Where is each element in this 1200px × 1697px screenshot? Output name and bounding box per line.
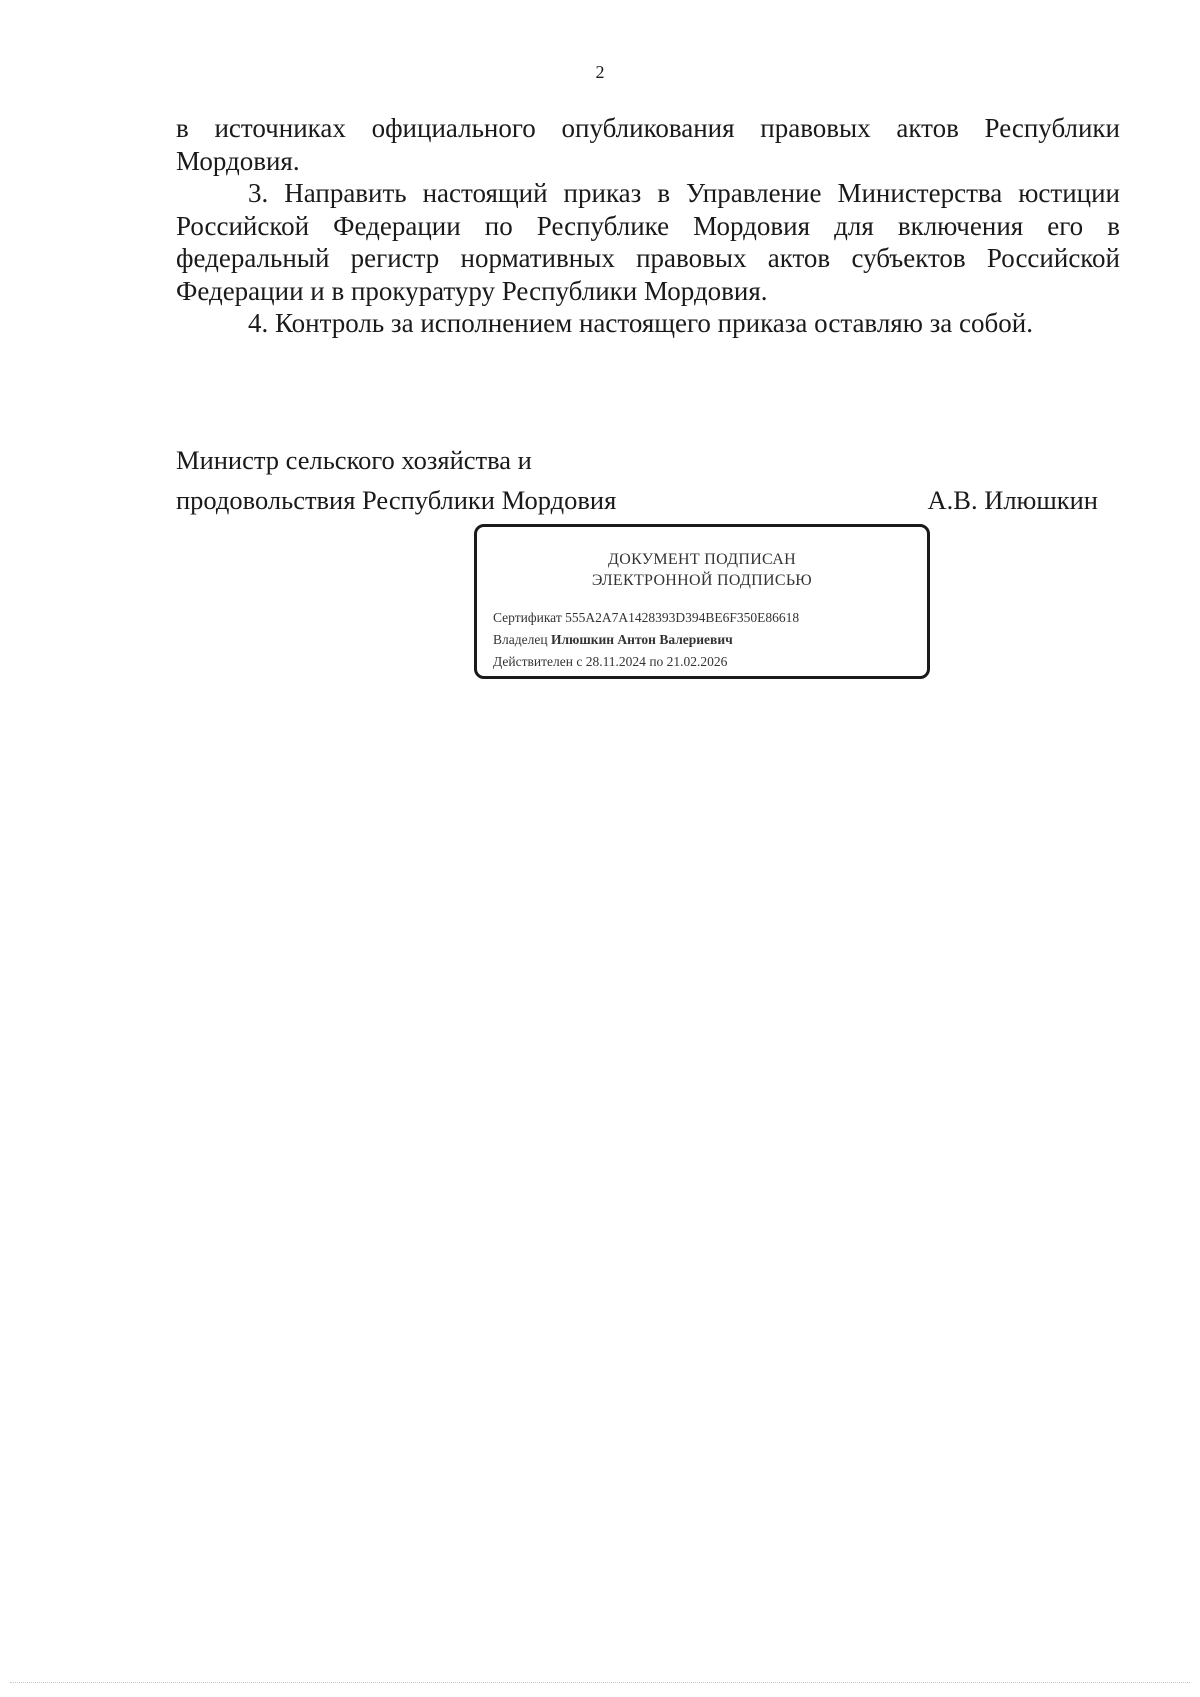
paragraph-continuation: в источниках официального опубликования правовых актов Республики Мордовия. (176, 113, 1120, 176)
document-body (176, 112, 1120, 340)
certificate-label: Сертификат (493, 610, 562, 625)
owner-label: Владелец (493, 632, 548, 647)
signatory-position-line2: продовольствия Республики Мордовия (176, 485, 617, 515)
validity-label: Действителен (493, 654, 573, 669)
validity-row (493, 651, 927, 673)
owner-value: Илюшкин Антон Валериевич (550, 632, 733, 647)
validity-to-date: 21.02.2026 (666, 654, 728, 669)
validity-from-date: 28.11.2024 (585, 654, 646, 669)
signature-row (176, 480, 1100, 520)
validity-to-word: по (649, 654, 664, 669)
page-number: 2 (595, 62, 605, 82)
owner-row (493, 629, 927, 651)
stamp-title-line2: ЭЛЕКТРОННОЙ ПОДПИСЬЮ (591, 572, 813, 589)
stamp-title (477, 549, 927, 591)
signature-block (176, 440, 1100, 520)
validity-from-word: с (576, 654, 583, 669)
stamp-details (493, 607, 927, 673)
scan-edge-noise (10, 1682, 1190, 1683)
electronic-signature-stamp (474, 524, 930, 679)
paragraph-item-4: 4. Контроль за исполнением настоящего приказа оставляю за собой. (248, 308, 1033, 338)
stamp-title-line1: ДОКУМЕНТ ПОДПИСАН (608, 551, 796, 568)
paragraph-item-3: 3. Направить настоящий приказ в Управление Министерства юстиции Российской Федерации по Республике Мордовия для включения его в федеральный регистр нормативных правовых актов субъектов Российской Федерации и в прокуратуру Республики Мордовия. (176, 178, 1120, 306)
signatory-position-line1: Министр сельского хозяйства и (176, 445, 532, 475)
signatory-name: А.В. Илюшкин (927, 485, 1098, 515)
certificate-row (493, 607, 927, 629)
certificate-value: 555A2A7A1428393D394BE6F350E86618 (565, 610, 800, 625)
